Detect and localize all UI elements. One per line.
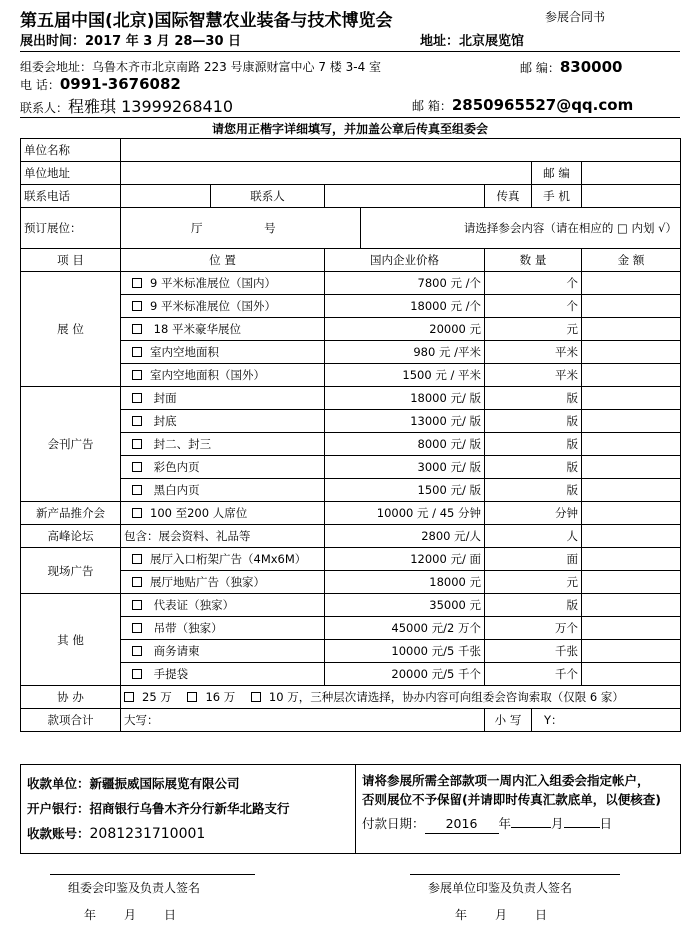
item-amount-field[interactable] — [582, 525, 681, 548]
item-price: 10000 元/5 千张 — [325, 640, 485, 663]
item-price: 45000 元/2 万个 — [325, 617, 485, 640]
col-position: 位 置 — [121, 249, 325, 272]
item-position-label: 100 至200 人席位 — [150, 506, 248, 520]
item-checkbox[interactable] — [132, 485, 142, 495]
postcode-value: 830000 — [559, 58, 623, 76]
sponsor-16-checkbox[interactable] — [187, 692, 197, 702]
fill-instruction: 请您用正楷字详细填写，并加盖公章后传真至组委会 — [211, 122, 488, 136]
item-position-label: 封面 — [150, 391, 177, 405]
item-checkbox[interactable] — [132, 554, 142, 564]
phone-field-label: 联系电话 — [21, 185, 121, 208]
item-price: 10000 元 / 45 分钟 — [325, 502, 485, 525]
item-checkbox[interactable] — [132, 370, 142, 380]
left-signature-caption: 组委会印鉴及负责人签名 — [68, 881, 201, 895]
item-row — [21, 594, 681, 617]
payee-unit: 收款单位：新疆振威国际展览有限公司 — [27, 776, 240, 791]
item-price: 1500 元 / 平米 — [325, 364, 485, 387]
item-quantity-unit[interactable]: 版 — [485, 410, 582, 433]
item-amount-field[interactable] — [582, 479, 681, 502]
organizer-address: 组委会地址：乌鲁木齐市北京南路 223 号康源财富中心 7 楼 3-4 室 — [20, 60, 382, 74]
item-price: 13000 元/ 版 — [325, 410, 485, 433]
payment-terms-line1: 请将参展所需全部款项一周内汇入组委会指定帐户， — [362, 773, 650, 788]
item-amount-field[interactable] — [582, 571, 681, 594]
item-row — [21, 387, 681, 410]
item-position-label: 彩色内页 — [150, 460, 200, 474]
right-sign-month: 月 — [495, 908, 508, 922]
phone-value: 0991-3676082 — [59, 75, 181, 93]
item-position-label: 展厅入口桁架广告（4Mx6M） — [150, 552, 307, 566]
item-quantity-unit[interactable]: 千张 — [485, 640, 582, 663]
item-quantity-unit[interactable]: 元 — [485, 571, 582, 594]
item-amount-field[interactable] — [582, 617, 681, 640]
left-sign-day: 日 — [164, 908, 177, 922]
payment-date-row — [362, 814, 674, 834]
hall-label: 厅 — [191, 221, 203, 235]
right-signature-date — [455, 906, 547, 923]
item-quantity-unit[interactable]: 版 — [485, 594, 582, 617]
item-quantity-unit[interactable]: 版 — [485, 479, 582, 502]
item-amount-field[interactable] — [582, 272, 681, 295]
total-upper-field[interactable] — [121, 709, 485, 732]
total-yen-label: Y： — [544, 713, 563, 727]
item-position — [121, 502, 325, 525]
payment-month-field[interactable] — [511, 827, 551, 828]
col-price: 国内企业价格 — [325, 249, 485, 272]
postcode-row — [520, 58, 622, 76]
item-group-label: 其 他 — [21, 594, 121, 686]
item-position-label: 18 平米豪华展位 — [150, 322, 241, 336]
sponsor-label: 协 办 — [21, 686, 121, 709]
item-amount-field[interactable] — [582, 295, 681, 318]
item-quantity-unit[interactable]: 千个 — [485, 663, 582, 686]
item-row — [21, 502, 681, 525]
mobile-field-label: 手 机 — [532, 185, 582, 208]
item-quantity-unit[interactable]: 平米 — [485, 364, 582, 387]
postcode-field[interactable] — [582, 162, 681, 185]
item-position — [121, 318, 325, 341]
document-type: 参展合同书 — [545, 10, 606, 24]
unit-address-field[interactable] — [121, 162, 532, 185]
item-amount-field[interactable] — [582, 364, 681, 387]
item-price: 20000 元/5 千个 — [325, 663, 485, 686]
item-position — [121, 594, 325, 617]
right-sign-year: 年 — [455, 908, 468, 922]
item-quantity-unit[interactable]: 元 — [485, 318, 582, 341]
col-quantity: 数 量 — [485, 249, 582, 272]
item-group-label: 会刊广告 — [21, 387, 121, 502]
contact-field-label: 联系人 — [211, 185, 325, 208]
info-divider — [20, 117, 680, 118]
payment-year-unit: 年 — [498, 816, 512, 831]
col-amount: 金 额 — [582, 249, 681, 272]
payment-date-label: 付款日期： — [362, 816, 425, 831]
item-amount-field[interactable] — [582, 663, 681, 686]
contact-row — [20, 94, 233, 117]
fax-field-label: 传真 — [485, 185, 532, 208]
select-hint: 请选择参会内容（请在相应的 □ 内划 √） — [361, 208, 681, 249]
item-position-label: 9 平米标准展位（国外） — [150, 299, 276, 313]
registration-form — [20, 138, 681, 732]
item-position — [121, 640, 325, 663]
item-quantity-unit[interactable]: 版 — [485, 456, 582, 479]
item-checkbox[interactable] — [132, 416, 142, 426]
item-row — [21, 525, 681, 548]
item-position — [121, 364, 325, 387]
left-signature-date — [84, 906, 176, 923]
item-price: 1500 元/ 版 — [325, 479, 485, 502]
item-position-label: 代表证（独家） — [150, 598, 235, 612]
item-row — [21, 548, 681, 571]
item-position-label: 9 平米标准展位（国内） — [150, 276, 276, 290]
item-position — [121, 525, 325, 548]
item-amount-field[interactable] — [582, 410, 681, 433]
item-checkbox[interactable] — [132, 623, 142, 633]
item-amount-field[interactable] — [582, 387, 681, 410]
unit-address-label: 单位地址 — [21, 162, 121, 185]
sponsor-options — [121, 686, 681, 709]
total-lower-label: 小 写 — [485, 709, 532, 732]
item-position — [121, 387, 325, 410]
item-position — [121, 433, 325, 456]
item-amount-field[interactable] — [582, 433, 681, 456]
item-checkbox[interactable] — [132, 347, 142, 357]
item-price: 18000 元/ 版 — [325, 387, 485, 410]
contact-label: 联系人： — [20, 101, 69, 115]
item-position — [121, 663, 325, 686]
item-checkbox[interactable] — [132, 301, 142, 311]
item-position-label: 包含：展会资料、礼品等 — [124, 529, 251, 543]
item-checkbox[interactable] — [132, 600, 142, 610]
item-amount-field[interactable] — [582, 548, 681, 571]
item-position-label: 室内空地面积 — [150, 345, 219, 359]
item-position — [121, 548, 325, 571]
item-position — [121, 272, 325, 295]
exhibition-date: 展出时间：2017 年 3 月 28—30 日 — [20, 34, 242, 49]
payment-day-field[interactable] — [564, 827, 600, 828]
item-position-label: 手提袋 — [150, 667, 189, 681]
item-quantity-unit[interactable]: 分钟 — [485, 502, 582, 525]
right-sign-day: 日 — [535, 908, 548, 922]
right-signature-line — [410, 874, 620, 875]
item-checkbox[interactable] — [132, 577, 142, 587]
item-position — [121, 456, 325, 479]
item-amount-field[interactable] — [582, 456, 681, 479]
item-amount-field[interactable] — [582, 640, 681, 663]
item-position-label: 黑白内页 — [150, 483, 200, 497]
item-price: 3000 元/ 版 — [325, 456, 485, 479]
total-lower-field[interactable] — [532, 709, 681, 732]
item-checkbox[interactable] — [132, 646, 142, 656]
phone-label: 电 话： — [20, 78, 60, 92]
unit-name-label: 单位名称 — [21, 139, 121, 162]
email-label: 邮 箱： — [412, 99, 452, 113]
booth-hall-field[interactable] — [121, 208, 361, 249]
item-amount-field[interactable] — [582, 318, 681, 341]
postcode-label: 邮 编： — [520, 61, 560, 75]
payee-account-label: 收款账号： — [27, 826, 90, 841]
email-row — [412, 96, 633, 114]
item-position-label: 室内空地面积（国外） — [150, 368, 265, 382]
payment-terms-line2: 否则展位不予保留(并请即时传真汇款底单，以便核查) — [362, 792, 661, 807]
item-quantity-unit[interactable]: 个 — [485, 272, 582, 295]
phone-row — [20, 75, 181, 93]
item-group-label: 高峰论坛 — [21, 525, 121, 548]
payee-account-row — [27, 821, 349, 847]
left-signature-line — [50, 874, 255, 875]
unit-name-field[interactable] — [121, 139, 681, 162]
expo-title: 第五届中国(北京)国际智慧农业装备与技术博览会 — [20, 11, 393, 31]
item-quantity-unit[interactable]: 面 — [485, 548, 582, 571]
item-position — [121, 617, 325, 640]
payment-month-unit: 月 — [551, 816, 564, 831]
item-row — [21, 272, 681, 295]
item-position — [121, 479, 325, 502]
item-checkbox[interactable] — [132, 669, 142, 679]
item-position-label: 封二、封三 — [150, 437, 212, 451]
item-position — [121, 295, 325, 318]
booth-label: 预订展位： — [21, 208, 121, 249]
item-position — [121, 341, 325, 364]
payment-section — [20, 764, 681, 854]
payment-terms — [356, 765, 681, 854]
item-checkbox[interactable] — [132, 508, 142, 518]
sponsor-10-label: 10 万，三种层次请选择，协办内容可向组委会咨询索取（仅限 6 家） — [268, 690, 624, 704]
payee-account: 2081231710001 — [89, 826, 206, 842]
header-divider — [20, 51, 680, 52]
item-checkbox[interactable] — [132, 462, 142, 472]
item-price: 7800 元 /个 — [325, 272, 485, 295]
item-amount-field[interactable] — [582, 594, 681, 617]
item-position-label: 封底 — [150, 414, 177, 428]
item-checkbox[interactable] — [132, 393, 142, 403]
item-quantity-unit[interactable]: 版 — [485, 387, 582, 410]
item-position — [121, 571, 325, 594]
number-label: 号 — [264, 221, 276, 235]
venue-address: 地址：北京展览馆 — [420, 34, 525, 49]
item-checkbox[interactable] — [132, 439, 142, 449]
item-price: 18000 元 — [325, 571, 485, 594]
item-quantity-unit[interactable]: 个 — [485, 295, 582, 318]
sponsor-16-label: 16 万 — [205, 690, 236, 704]
sponsor-10-checkbox[interactable] — [251, 692, 261, 702]
payment-day-unit: 日 — [599, 816, 613, 831]
payment-year-field[interactable]: 2016 — [425, 814, 499, 834]
contact-field[interactable] — [325, 185, 485, 208]
total-upper-label: 大写： — [124, 713, 159, 727]
item-price: 35000 元 — [325, 594, 485, 617]
sponsor-25-checkbox[interactable] — [124, 692, 134, 702]
item-price: 980 元 /平米 — [325, 341, 485, 364]
mobile-field[interactable] — [582, 185, 681, 208]
item-quantity-unit[interactable]: 万个 — [485, 617, 582, 640]
left-sign-month: 月 — [124, 908, 137, 922]
item-price: 20000 元 — [325, 318, 485, 341]
right-signature-caption: 参展单位印鉴及负责人签名 — [428, 881, 573, 895]
item-price: 8000 元/ 版 — [325, 433, 485, 456]
item-amount-field[interactable] — [582, 341, 681, 364]
item-position-label: 商务请柬 — [150, 644, 200, 658]
payee-info — [21, 765, 356, 854]
left-sign-year: 年 — [84, 908, 97, 922]
sponsor-25-label: 25 万 — [142, 690, 172, 704]
item-group-label: 展 位 — [21, 272, 121, 387]
item-group-label: 现场广告 — [21, 548, 121, 594]
phone-field[interactable] — [121, 185, 211, 208]
email-value: 2850965527@qq.com — [451, 96, 634, 114]
item-group-label: 新产品推介会 — [21, 502, 121, 525]
item-price: 12000 元/ 面 — [325, 548, 485, 571]
item-price: 18000 元 /个 — [325, 295, 485, 318]
postcode-field-label: 邮 编 — [532, 162, 582, 185]
item-quantity-unit[interactable]: 人 — [485, 525, 582, 548]
item-checkbox[interactable] — [132, 278, 142, 288]
item-checkbox[interactable] — [132, 324, 142, 334]
item-price: 2800 元/人 — [325, 525, 485, 548]
item-position-label: 吊带（独家） — [150, 621, 223, 635]
contact-value: 程雅琪 13999268410 — [68, 97, 234, 116]
item-quantity-unit[interactable]: 版 — [485, 433, 582, 456]
item-position-label: 展厅地贴广告（独家） — [150, 575, 265, 589]
payee-bank: 开户银行：招商银行乌鲁木齐分行新华北路支行 — [27, 801, 290, 816]
col-item: 项 目 — [21, 249, 121, 272]
item-position — [121, 410, 325, 433]
item-quantity-unit[interactable]: 平米 — [485, 341, 582, 364]
item-amount-field[interactable] — [582, 502, 681, 525]
total-label: 款项合计 — [21, 709, 121, 732]
